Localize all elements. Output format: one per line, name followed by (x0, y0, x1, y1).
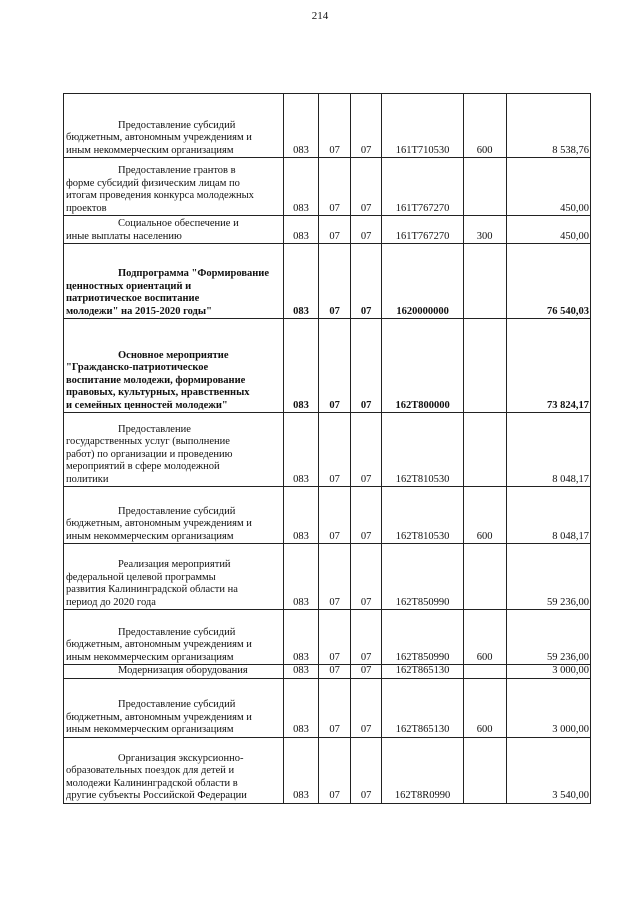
row-target-article (382, 94, 463, 158)
row-sum (506, 678, 591, 737)
row-ministry-code (283, 665, 319, 679)
row-target-article (382, 678, 463, 737)
row-ministry-code-text: 083 (293, 530, 309, 542)
row-target-article-text: 162Т810530 (395, 473, 450, 485)
row-subsection-text: 07 (360, 399, 372, 411)
row-expense-type (463, 319, 506, 413)
row-name-text: Предоставление грантов в форме субсидий физическим лицам по итогам проведения конкурса молодежных проектов (66, 165, 254, 214)
row-sum (506, 94, 591, 158)
row-sum-text: 8 048,17 (552, 473, 589, 485)
row-section (319, 737, 351, 803)
row-section (319, 413, 351, 487)
row-expense-type (463, 216, 506, 244)
row-sum (506, 665, 591, 679)
row-name-text: Предоставление государственных услуг (выполнение работ) по организации и проведению мероприятий в сфере молодежной политики (66, 423, 233, 485)
row-name-text: Реализация мероприятий федеральной целевой программы развития Калининградской области на период до 2020 года (66, 559, 238, 608)
row-name-text: Предоставление субсидий бюджетным, автономным учреждениям и иным некоммерческим организациям (66, 626, 252, 663)
row-expense-type-text: 600 (476, 530, 493, 542)
row-target-article-text: 162Т850990 (395, 596, 450, 608)
row-subsection-text: 07 (360, 202, 372, 214)
row-subsection-text: 07 (360, 530, 372, 542)
row-section-text: 07 (329, 665, 340, 676)
row-name (64, 737, 284, 803)
row-name (64, 158, 284, 216)
row-section (319, 158, 351, 216)
row-sum-text: 3 000,00 (552, 724, 589, 735)
row-section-text: 07 (329, 202, 340, 214)
row-name (64, 319, 284, 413)
row-ministry-code-text: 083 (293, 202, 309, 214)
row-section-text: 07 (329, 399, 340, 411)
row-expense-type (463, 678, 506, 737)
row-expense-type (463, 665, 506, 679)
row-section-text: 07 (329, 305, 340, 317)
row-target-article (382, 665, 463, 679)
row-name (64, 413, 284, 487)
row-name (64, 678, 284, 737)
row-subsection-text: 07 (360, 724, 372, 735)
row-subsection (350, 737, 382, 803)
row-subsection-text: 07 (360, 144, 372, 156)
row-sum (506, 158, 591, 216)
row-section (319, 216, 351, 244)
row-ministry-code (283, 158, 319, 216)
row-subsection-text: 07 (360, 665, 372, 676)
row-subsection (350, 319, 382, 413)
row-ministry-code-text: 083 (293, 473, 309, 485)
row-sum-text: 8 048,17 (552, 530, 589, 542)
row-expense-type (463, 544, 506, 610)
table-row (64, 94, 591, 158)
row-ministry-code-text: 083 (293, 724, 309, 735)
row-target-article-text: 161Т767270 (395, 202, 450, 214)
row-ministry-code-text: 083 (293, 651, 309, 663)
table-row (64, 737, 591, 803)
row-sum (506, 413, 591, 487)
row-sum-text: 76 540,03 (547, 305, 589, 317)
row-sum-text: 73 824,17 (547, 399, 589, 411)
row-sum (506, 244, 591, 319)
row-section-text: 07 (329, 530, 340, 542)
row-target-article-text: 161Т767270 (395, 230, 450, 242)
row-target-article-text: 162Т810530 (395, 530, 450, 542)
row-section (319, 544, 351, 610)
row-subsection-text: 07 (360, 305, 372, 317)
row-ministry-code-text: 083 (293, 790, 309, 801)
row-ministry-code (283, 737, 319, 803)
row-section-text: 07 (329, 230, 340, 242)
row-sum-text: 450,00 (560, 202, 589, 214)
row-name-text: Подпрограмма "Формирование ценностных ориентаций и патриотическое воспитание молодежи" на 2015-2020 годы" (66, 268, 270, 317)
table-row (64, 678, 591, 737)
row-target-article (382, 319, 463, 413)
row-target-article-text: 161Т710530 (395, 144, 450, 156)
row-subsection (350, 610, 382, 665)
row-ministry-code (283, 413, 319, 487)
row-ministry-code (283, 319, 319, 413)
row-ministry-code (283, 487, 319, 544)
row-section (319, 487, 351, 544)
row-section-text: 07 (329, 651, 340, 663)
row-ministry-code-text: 083 (293, 399, 309, 411)
row-expense-type (463, 737, 506, 803)
row-ministry-code (283, 244, 319, 319)
row-sum-text: 8 538,76 (552, 144, 589, 156)
row-name (64, 544, 284, 610)
row-target-article (382, 244, 463, 319)
row-target-article (382, 737, 463, 803)
row-section-text: 07 (329, 724, 340, 735)
row-ministry-code (283, 216, 319, 244)
row-section-text: 07 (329, 790, 340, 801)
row-ministry-code (283, 678, 319, 737)
row-name (64, 244, 284, 319)
row-expense-type (463, 413, 506, 487)
page-number: 214 (311, 10, 329, 22)
table-row (64, 319, 591, 413)
row-name (64, 216, 284, 244)
table-row (64, 413, 591, 487)
row-name (64, 665, 284, 679)
row-name-text: Предоставление субсидий бюджетным, автономным учреждениям и иным некоммерческим организациям (66, 699, 252, 735)
row-subsection (350, 244, 382, 319)
table-row (64, 158, 591, 216)
row-sum (506, 319, 591, 413)
row-target-article-text: 162Т8R0990 (394, 790, 451, 801)
row-ministry-code (283, 544, 319, 610)
row-subsection-text: 07 (360, 651, 372, 663)
table-row (64, 244, 591, 319)
table-row (64, 665, 591, 679)
table-row (64, 487, 591, 544)
row-section (319, 665, 351, 679)
row-subsection (350, 158, 382, 216)
row-ministry-code-text: 083 (293, 596, 309, 608)
row-subsection-text: 07 (360, 596, 372, 608)
row-name (64, 94, 284, 158)
row-expense-type-text: 600 (476, 651, 493, 663)
row-target-article-text: 162Т800000 (395, 399, 450, 411)
row-sum (506, 737, 591, 803)
row-sum-text: 450,00 (560, 230, 589, 242)
row-section-text: 07 (329, 144, 340, 156)
row-name-text: Предоставление субсидий бюджетным, автономным учреждениям и иным некоммерческим организациям (66, 505, 252, 542)
row-target-article-text: 162Т850990 (395, 651, 450, 663)
row-section-text: 07 (329, 473, 340, 485)
row-expense-type (463, 94, 506, 158)
row-expense-type (463, 244, 506, 319)
row-expense-type-text: 300 (476, 230, 493, 242)
table-row (64, 216, 591, 244)
table-row (64, 610, 591, 665)
row-section (319, 319, 351, 413)
row-target-article-text: 162Т865130 (395, 665, 450, 676)
row-subsection (350, 544, 382, 610)
row-name-text: Основное мероприятие "Гражданско-патриотическое воспитание молодежи, формирование правовых, культурных, нравственных и семейных ценностей молодежи" (66, 349, 250, 411)
row-target-article (382, 610, 463, 665)
row-sum-text: 3 540,00 (552, 790, 589, 801)
row-sum (506, 544, 591, 610)
row-target-article-text: 162Т865130 (395, 724, 450, 735)
row-sum (506, 487, 591, 544)
row-expense-type-text: 600 (476, 144, 493, 156)
row-ministry-code-text: 083 (293, 144, 309, 156)
row-sum-text: 59 236,00 (547, 651, 589, 663)
row-ministry-code (283, 610, 319, 665)
row-name (64, 610, 284, 665)
row-sum (506, 610, 591, 665)
row-name-text: Социальное обеспечение и иные выплаты населению (66, 218, 239, 242)
row-subsection (350, 413, 382, 487)
row-expense-type-text: 600 (476, 724, 493, 735)
row-expense-type (463, 487, 506, 544)
row-target-article (382, 216, 463, 244)
row-section (319, 678, 351, 737)
row-ministry-code (283, 94, 319, 158)
row-subsection (350, 665, 382, 679)
row-ministry-code-text: 083 (293, 305, 309, 317)
row-section (319, 610, 351, 665)
row-target-article (382, 487, 463, 544)
row-expense-type (463, 610, 506, 665)
row-target-article (382, 544, 463, 610)
row-name-text: Организация экскурсионно- образовательных поездок для детей и молодежи Калининградской области в другие субъекты Российской Федерации (66, 752, 247, 801)
row-ministry-code-text: 083 (293, 230, 309, 242)
row-subsection-text: 07 (360, 790, 372, 801)
row-ministry-code-text: 083 (293, 665, 309, 676)
row-sum (506, 216, 591, 244)
row-name-text: Предоставление субсидий бюджетным, автономным учреждениям и иным некоммерческим организациям (66, 119, 252, 156)
row-subsection (350, 678, 382, 737)
row-section (319, 94, 351, 158)
row-sum-text: 59 236,00 (547, 596, 589, 608)
row-section (319, 244, 351, 319)
row-subsection (350, 216, 382, 244)
row-section-text: 07 (329, 596, 340, 608)
row-expense-type (463, 158, 506, 216)
row-sum-text: 3 000,00 (552, 665, 589, 676)
row-name (64, 487, 284, 544)
row-target-article (382, 413, 463, 487)
row-subsection-text: 07 (360, 230, 372, 242)
row-subsection (350, 94, 382, 158)
row-target-article-text: 1620000000 (396, 305, 449, 317)
row-subsection (350, 487, 382, 544)
row-target-article (382, 158, 463, 216)
table-row (64, 544, 591, 610)
row-subsection-text: 07 (360, 473, 372, 485)
budget-table (63, 93, 591, 804)
row-name-text: Модернизация оборудования (118, 665, 248, 676)
table-body (64, 94, 591, 804)
